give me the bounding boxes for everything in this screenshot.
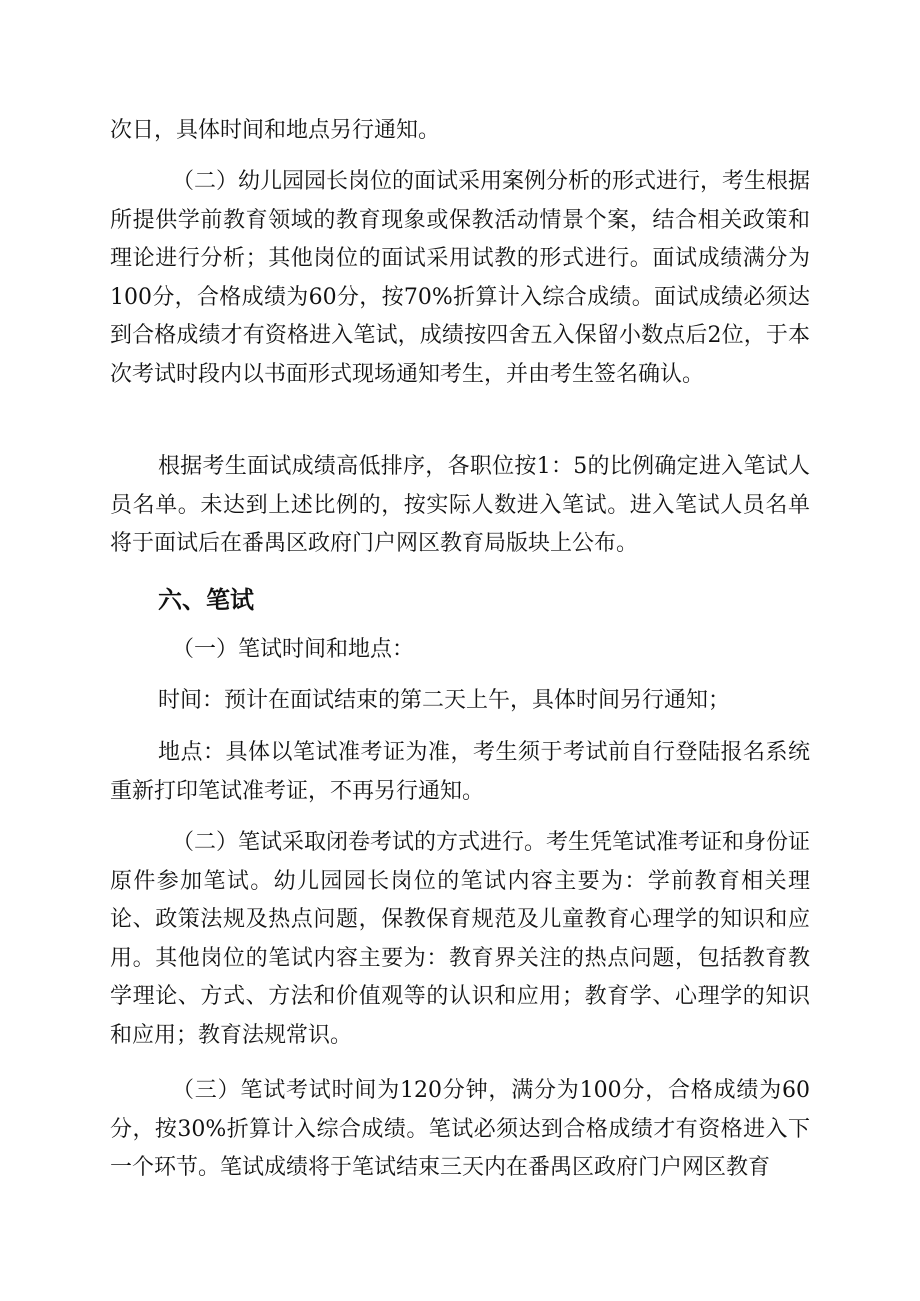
paragraph-interview-format: （二）幼儿园园长岗位的面试采用案例分析的形式进行，考生根据所提供学前教育领域的教育现象或保教活动情景个案，结合相关政策和理论进行分析；其他岗位的面试采用试教的形式进行。面试成绩满分为100分，合格成绩为60分，按70%折算计入综合成绩。面试成绩必须达到合格成绩才有资格进入笔试，成绩按四舍五入保留小数点后2位，于本次考试时段内以书面形式现场通知考生，并由考生签名确认。 [110,169,811,387]
paragraph-location: 地点：具体以笔试准考证为准，考生须于考试前自行登陆报名系统重新打印笔试准考证，不再另行通知。 [110,740,810,804]
paragraph-written-list: 根据考生面试成绩高低排序，各职位按1：5的比例确定进入笔试人员名单。未达到上述比例的，按实际人数进入笔试。进入笔试人员名单将于面试后在番禺区政府门户网区教育局版块上公布。 [110,454,810,556]
paragraph-continuation: 次日，具体时间和地点另行通知。 [110,118,441,143]
paragraph-time-location: （一）笔试时间和地点： [172,637,415,662]
paragraph-exam-content: （二）笔试采取闭卷考试的方式进行。考生凭笔试准考证和身份证原件参加笔试。幼儿园园长岗位的笔试内容主要为：学前教育相关理论、政策法规及热点问题，保教保育规范及儿童教育心理学的知识和应用。其他岗位的笔试内容主要为：教育界关注的热点问题，包括教育教学理论、方式、方法和价值观等的认识和应用；教育学、心理学的知识和应用；教育法规常识。 [110,830,811,1048]
section-heading-written-exam: 六、笔试 [158,586,254,614]
paragraph-exam-duration: （三）笔试考试时间为120分钟，满分为100分，合格成绩为60分，按30%折算计入综合成绩。笔试必须达到合格成绩才有资格进入下一个环节。笔试成绩将于笔试结束三天内在番禺区政府门户网区教育 [110,1078,810,1180]
paragraph-time: 时间：预计在面试结束的第二天上午，具体时间另行通知； [158,688,731,713]
